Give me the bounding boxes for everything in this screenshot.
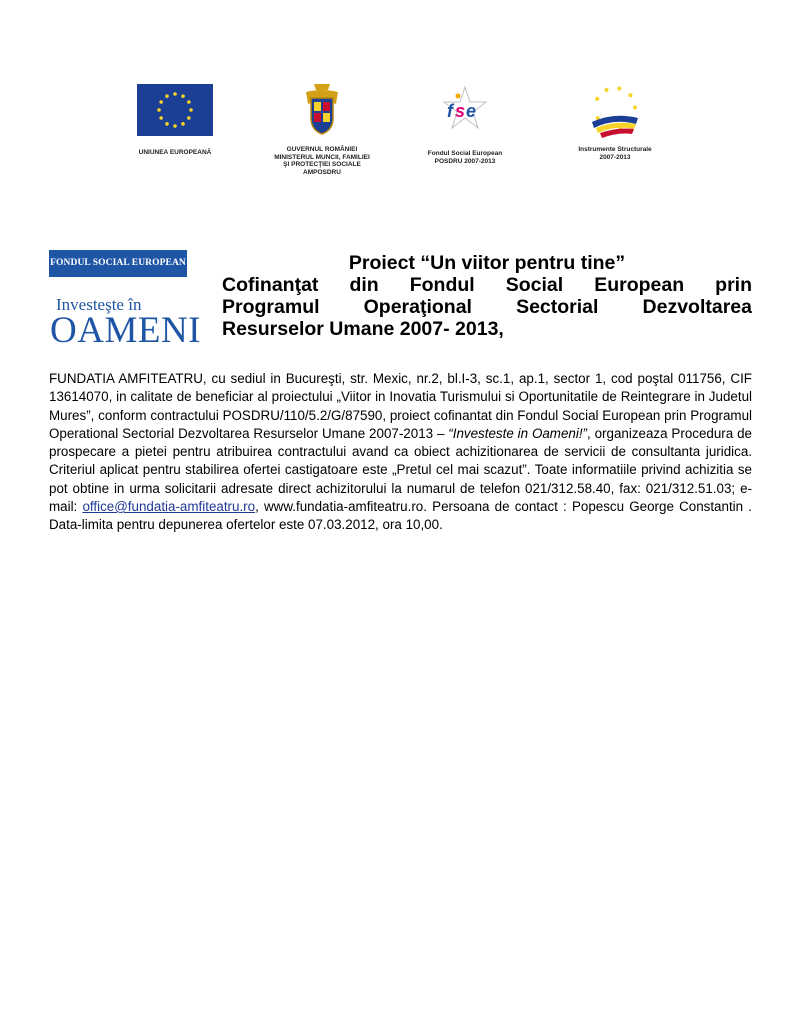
sponsor-logos <box>0 78 800 188</box>
eu-star-icon <box>173 92 177 96</box>
title-line: Programul Operaţional Sectorial Dezvoltarea <box>222 296 752 318</box>
eu-star-icon <box>181 94 185 98</box>
svg-text:s: s <box>455 101 466 121</box>
eu-star-icon <box>173 124 177 128</box>
title-line: Resurselor Umane 2007- 2013, <box>222 318 504 340</box>
eu-star-icon <box>189 108 193 112</box>
fse-logo <box>410 84 520 165</box>
paragraph-text: , cu sediul in Bucureşti, str. Mexic, nr.2, bl.I-3, sc.1, ap.1, sector 1, cod poştal 011756, CIF 13614070, in calitate de beneficiar al proiectului „Viitor in Inovatia Turismului si Oportunitatile de Reintegrare in Judetul Mures <box>49 371 752 423</box>
caption-line: POSDRU 2007-2013 <box>434 157 496 165</box>
fse-caption <box>410 150 520 165</box>
is-star-icon <box>604 88 608 92</box>
caption-line: 2007-2013 <box>599 153 631 161</box>
is-star-icon <box>633 105 637 109</box>
eu-logo <box>125 84 225 157</box>
eu-star-icon <box>159 116 163 120</box>
eu-star-icon <box>187 100 191 104</box>
eu-star-icon <box>165 122 169 126</box>
caption-line: Instrumente Structurale <box>578 146 652 153</box>
fse-star-icon <box>437 84 493 136</box>
instrumente-caption <box>560 146 670 161</box>
is-star-icon <box>595 97 599 101</box>
announcement-paragraph <box>49 370 752 535</box>
is-star-icon <box>617 86 621 90</box>
svg-text:f: f <box>447 101 453 121</box>
instrumente-structurale-icon <box>584 82 646 138</box>
eu-star-icon <box>159 100 163 104</box>
paragraph-text: , organizeaza Procedura de prospecare a pietei pentru atribuirea contractului avand ca obiect achizitionarea de servicii de consultanta juridica. Criteriul aplicat pentru stabilirea ofertei castigatoare este „Pretul cel mai scazut”. Toate informatiile privind achizitia se pot obtine in urma solicitarii adresate direct achizitorului la numarul de telefon 021/312.58.40, fax: 021/312.51.03; e-mail: <box>49 425 752 515</box>
instrumente-structurale-logo <box>560 82 670 161</box>
paragraph-text: ”, conform contractului POSDRU/110/5.2/G/87590, proiect cofinantat din Fondul Social European prin Programul Operational Sectorial Dezvoltarea Resurselor Umane 2007-2013 – <box>49 407 752 441</box>
caption-line: MINISTERUL MUNCII, FAMILIEI <box>274 153 370 161</box>
eu-star-icon <box>187 116 191 120</box>
caption-line: GUVERNUL ROMÂNIEI <box>286 146 358 153</box>
oameni-text: OAMENI <box>50 310 201 351</box>
email-link[interactable]: office@fundatia-amfiteatru.ro <box>82 499 256 515</box>
fse-banner: FONDUL SOCIAL EUROPEAN <box>49 250 187 277</box>
government-logo <box>262 80 382 176</box>
svg-text:e: e <box>466 101 477 121</box>
eu-star-icon <box>165 94 169 98</box>
organization-name: FUNDATIA AMFITEATRU <box>49 371 203 386</box>
caption-line: AMPOSDRU <box>303 168 341 176</box>
project-title <box>222 252 752 340</box>
romanian-coat-of-arms-icon <box>300 80 344 138</box>
is-star-icon <box>628 93 632 97</box>
invest-text: Investeşte în <box>56 295 142 314</box>
government-caption <box>262 146 382 176</box>
caption-line: Fondul Social European <box>427 150 503 157</box>
eu-flag-icon <box>137 84 213 136</box>
eu-star-icon <box>157 108 161 112</box>
title-line: Proiect “Un viitor pentru tine” <box>348 252 626 274</box>
paragraph-text: , www.fundatia-amfiteatru.ro. Persoana de contact : Popescu George Constantin . Data-limita pentru depunerea ofertelor este 07.03.2012, ora 10,00. <box>49 499 752 533</box>
slogan-text: “Investeste in Oameni!” <box>448 425 588 441</box>
eu-caption: UNIUNEA EUROPEANĂ <box>138 149 212 156</box>
eu-star-icon <box>181 122 185 126</box>
title-line: Cofinanţat din Fondul Social European prin <box>222 274 752 296</box>
caption-line: ŞI PROTECŢIEI SOCIALE <box>283 161 361 168</box>
